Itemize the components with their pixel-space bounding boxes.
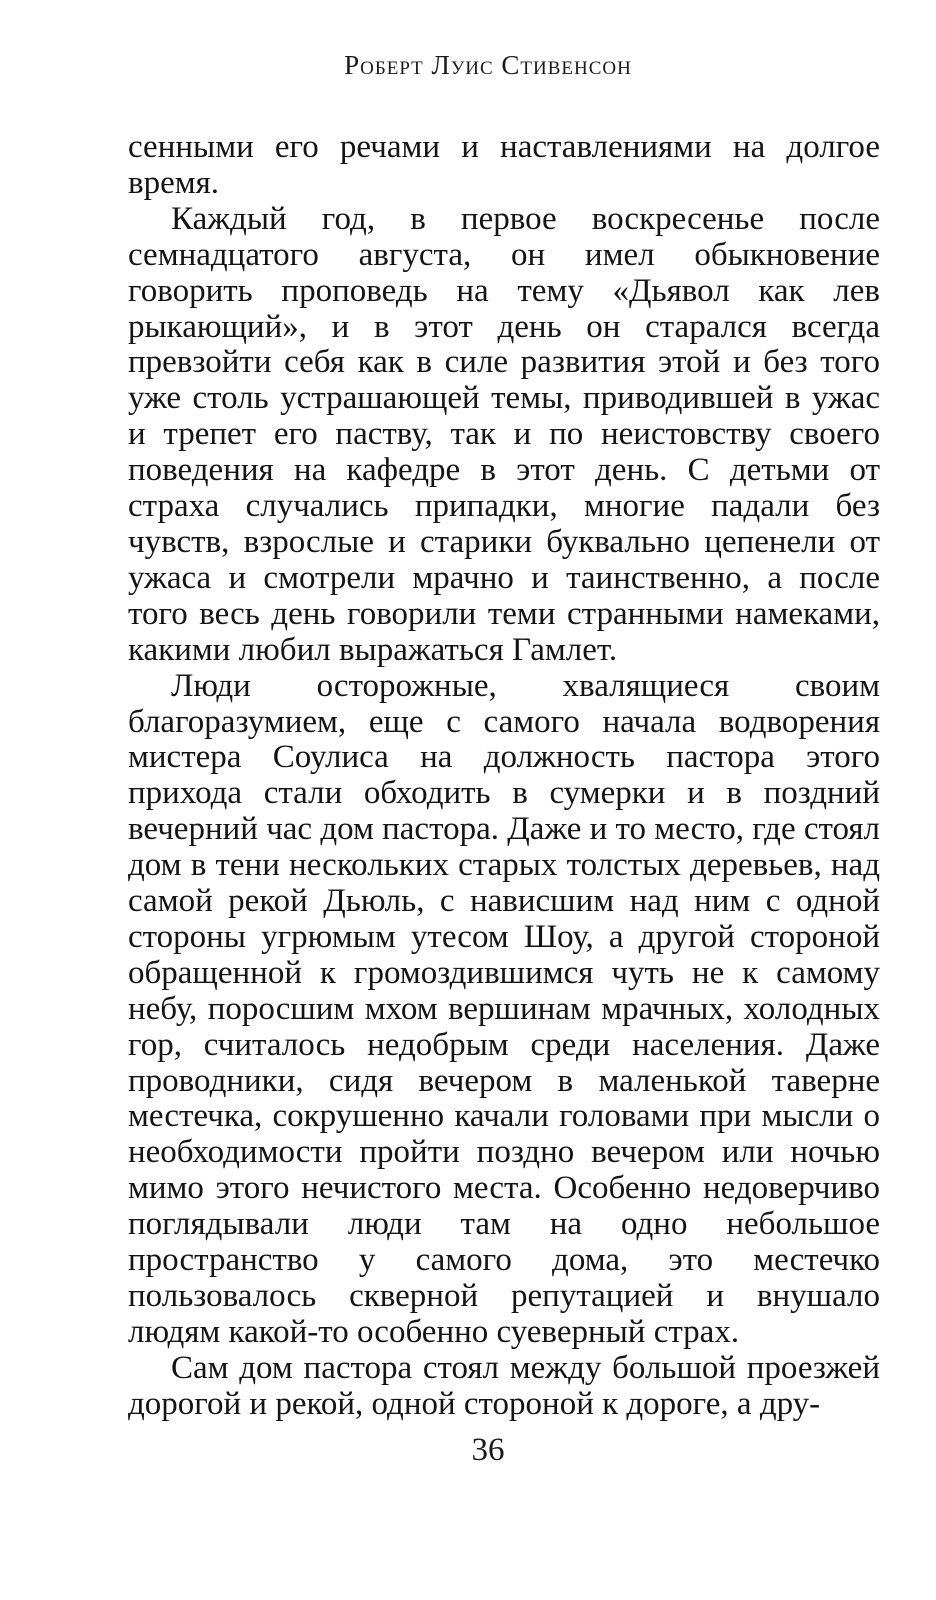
paragraph: Каждый год, в первое воскресенье после семнадцатого августа, он имел обыкновение говорить проповедь на тему «Дьявол как лев рыкающий», и в этот день он старался всегда превзойти себя как в силе развития этой и без того уже столь устрашающей темы, приводившей в ужас и трепет его паству, так и по неистовству своего поведения на кафедре в этот день. С детьми от страха случались припадки, многие падали без чувств, взрослые и старики буквально цепенели от ужаса и смотрели мрачно и таинственно, а после того весь день говорили теми странными намеками, какими любил выражаться Гамлет.	[128, 200, 880, 668]
paragraph: Сам дом пастора стоял между большой проезжей дорогой и рекой, одной стороной к дороге, а дру-	[128, 1349, 880, 1422]
paragraph-continuation: сенными его речами и наставлениями на долгое время.	[128, 129, 880, 201]
paragraph: Люди осторожные, хвалящиеся своим благоразумием, еще с самого начала водворения мистера Соулиса на должность пастора этого прихода стали обходить в сумерки и в поздний вечерний час дом пастора. Даже и то место, где стоял дом в тени нескольких старых толстых деревьев, над самой рекой Дьюль, с нависшим над ним с одной стороны угрюмым утесом Шоу, а другой стороной обращенной к громоздившимся чуть не к самому небу, поросшим мхом вершинам мрачных, холодных гор, считалось недобрым среди населения. Даже проводники, сидя вечером в маленькой таверне местечка, сокрушенно качали головами при мысли о необходимости пройти поздно вечером или ночью мимо этого нечистого места. Особенно недоверчиво поглядывали люди там на одно небольшое пространство у самого дома, это местечко пользовалось скверной репутацией и внушало людям какой-то особенно суеверный страх.	[128, 667, 880, 1350]
body-text	[128, 130, 880, 1423]
page-number: 36	[471, 1432, 505, 1468]
running-head-author: Роберт Луис Стивенсон	[344, 50, 632, 80]
